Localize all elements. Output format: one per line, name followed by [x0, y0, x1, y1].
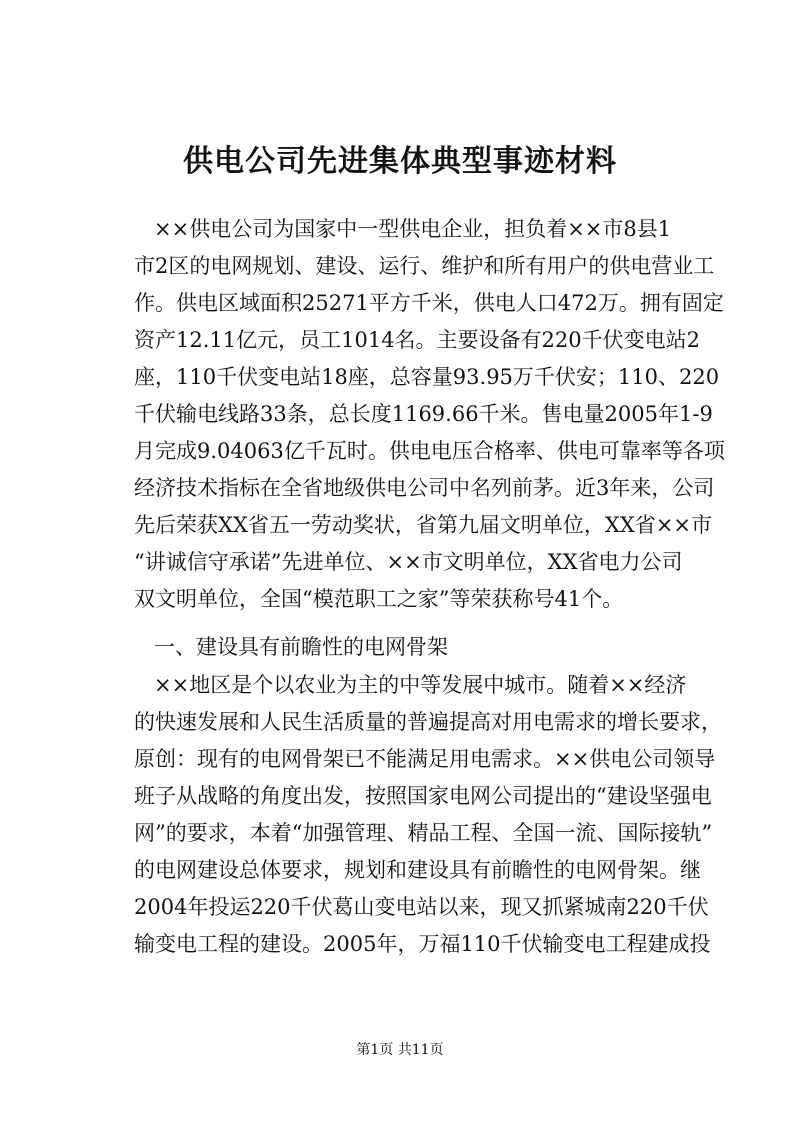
- paragraph-line: 座，110千伏变电站18座，总容量93.95万千伏安；110、220: [134, 365, 720, 389]
- document-title: 供电公司先进集体典型事迹材料: [183, 144, 617, 179]
- paragraph-line: 的电网建设总体要求，规划和建设具有前瞻性的电网骨架。继: [134, 858, 701, 882]
- paragraph-line: 千伏输电线路33条，总长度1169.66千米。售电量2005年1-9: [134, 402, 713, 426]
- paragraph-line: 网”的要求，本着“加强管理、精品工程、全国一流、国际接轨”: [134, 821, 713, 845]
- paragraph-line: ××供电公司为国家中一型供电企业，担负着××市8县1: [154, 217, 672, 241]
- page-number-footer: 第1页 共11页: [356, 1042, 444, 1058]
- paragraph-line: 班子从战略的角度出发，按照国家电网公司提出的“建设坚强电: [134, 784, 712, 808]
- paragraph-line: 2004年投运220千伏葛山变电站以来，现又抓紧城南220千伏: [134, 895, 709, 919]
- paragraph-line: 市2区的电网规划、建设、运行、维护和所有用户的供电营业工: [134, 254, 715, 278]
- paragraph-line: 原创：现有的电网骨架已不能满足用电需求。××供电公司领导: [134, 747, 716, 771]
- paragraph-line: 输变电工程的建设。2005年，万福110千伏输变电工程建成投: [134, 932, 711, 956]
- paragraph-line: 先后荣获XX省五一劳动奖状，省第九届文明单位，XX省××市: [134, 513, 712, 537]
- paragraph-line: 的快速发展和人民生活质量的普遍提高对用电需求的增长要求，: [134, 710, 722, 734]
- section-heading: 一、建设具有前瞻性的电网骨架: [154, 635, 448, 659]
- paragraph-line: 双文明单位，全国“模范职工之家”等荣获称号41个。: [134, 587, 624, 611]
- paragraph-line: 资产12.11亿元，员工1014名。主要设备有220千伏变电站2: [134, 328, 701, 352]
- paragraph-line: 作。供电区域面积25271平方千米，供电人口472万。拥有固定: [134, 291, 724, 315]
- paragraph-line: 经济技术指标在全省地级供电公司中名列前茅。近3年来，公司: [134, 476, 715, 500]
- paragraph-line: ××地区是个以农业为主的中等发展中城市。随着××经济: [154, 673, 687, 697]
- paragraph-line: “讲诚信守承诺”先进单位、××市文明单位，XX省电力公司: [134, 550, 683, 574]
- paragraph-line: 月完成9.04063亿千瓦时。供电电压合格率、供电可靠率等各项: [134, 439, 725, 463]
